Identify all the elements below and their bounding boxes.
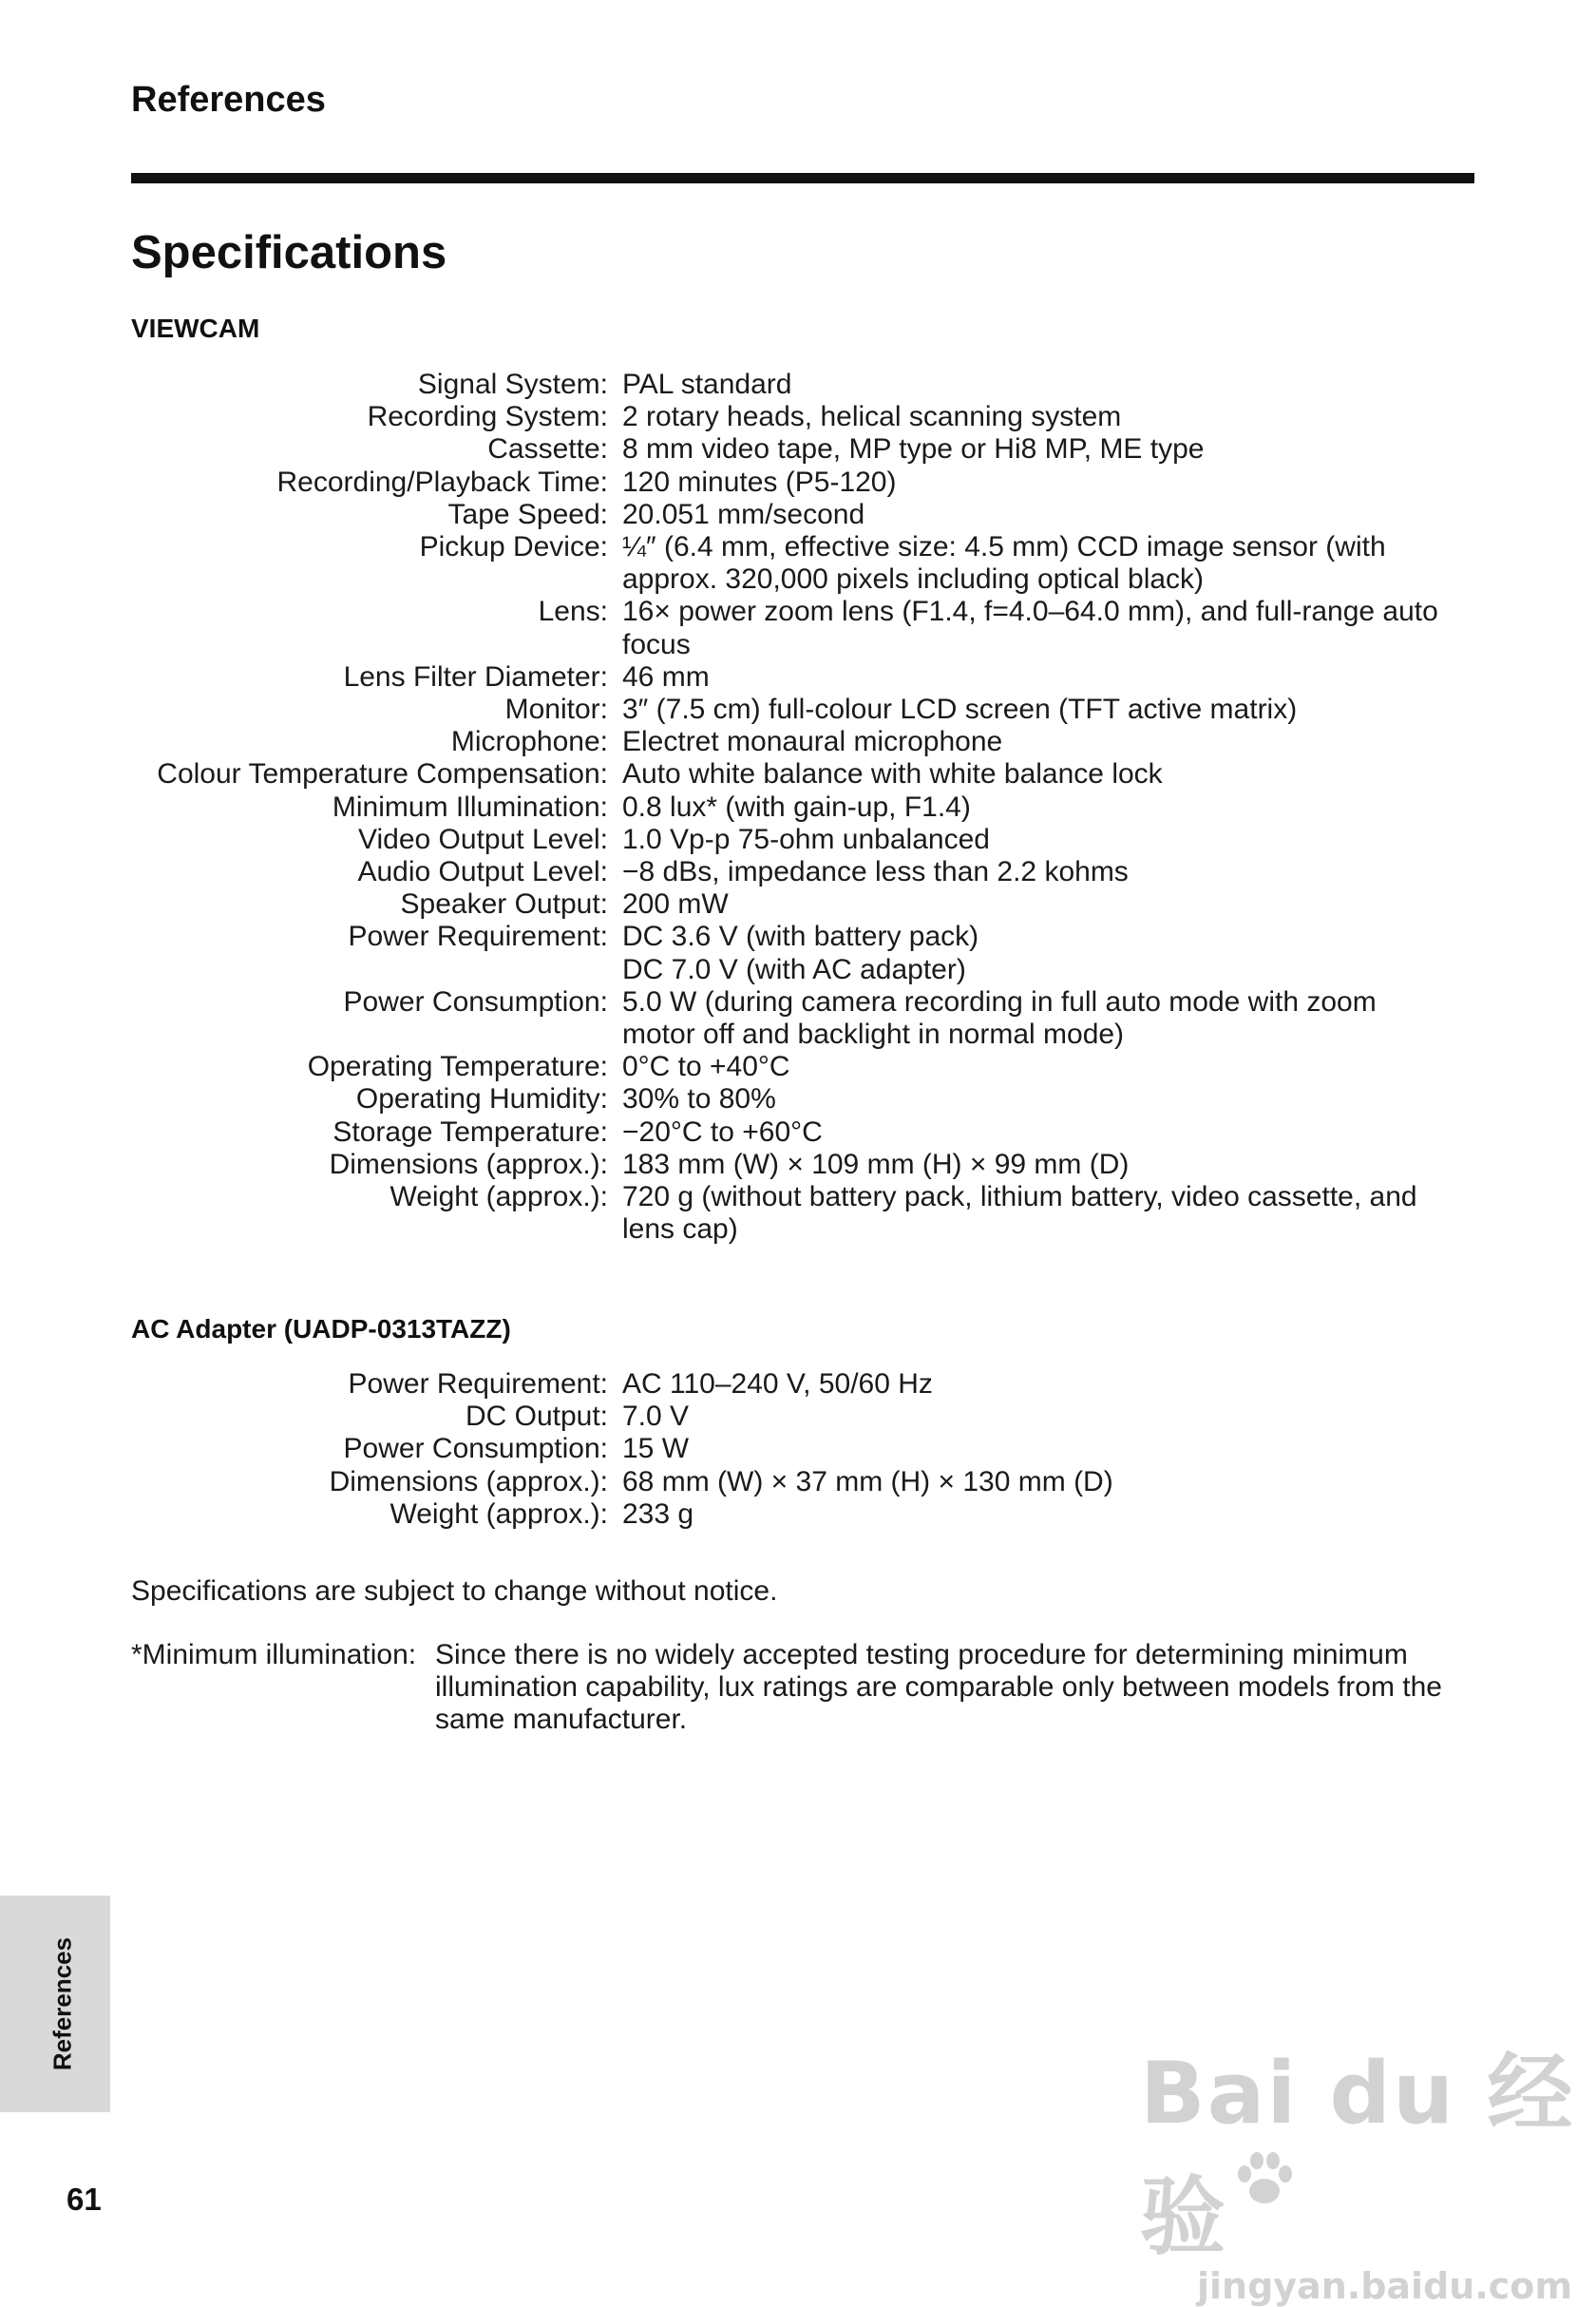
spec-label: Colour Temperature Compensation: [157, 758, 608, 791]
spec-label: Power Requirement: [348, 1368, 608, 1400]
spec-value: 3″ (7.5 cm) full-colour LCD screen (TFT active matrix) [622, 694, 1298, 726]
spec-row-adapter-dc-output [131, 1401, 1480, 1433]
watermark-logo-text: Bai du 经验 [1140, 2044, 1575, 2267]
section-header: References [131, 80, 326, 120]
spec-row-microphone [131, 726, 1480, 758]
spec-label: Storage Temperature: [332, 1115, 608, 1148]
spec-value: 20.051 mm/second [622, 498, 865, 530]
spec-label: Speaker Output: [400, 888, 608, 921]
spec-label: Video Output Level: [358, 823, 608, 855]
spec-value: Auto white balance with white balance lock [622, 758, 1163, 791]
spec-row-minimum-illumination [131, 791, 1480, 824]
spec-label: Dimensions (approx.): [329, 1148, 608, 1180]
spec-value: 7.0 V [622, 1401, 690, 1433]
spec-value: ¼″ (6.4 mm, effective size: 4.5 mm) CCD image sensor (with approx. 320,000 pixels including optical black) [622, 531, 1386, 596]
spec-row-signal-system [131, 369, 1480, 401]
spec-label: Cassette: [487, 433, 608, 466]
viewcam-heading: VIEWCAM [131, 314, 260, 343]
spec-value: Electret monaural microphone [622, 726, 1003, 758]
spec-value-line: DC 7.0 V (with AC adapter) [622, 953, 966, 985]
spec-value: 2 rotary heads, helical scanning system [622, 401, 1122, 433]
spec-value: 30% to 80% [622, 1083, 776, 1115]
spec-value: 16× power zoom lens (F1.4, f=4.0–64.0 mm), and full-range auto focus [622, 596, 1438, 660]
change-notice: Specifications are subject to change without notice. [131, 1575, 778, 1607]
spec-row-video-output-level [131, 824, 1480, 856]
spec-value: 200 mW [622, 888, 729, 921]
spec-label: Dimensions (approx.): [329, 1465, 608, 1497]
spec-label: Recording System: [367, 401, 608, 433]
spec-row-tape-speed [131, 499, 1480, 531]
adapter-heading: AC Adapter (UADP-0313TAZZ) [131, 1314, 511, 1344]
spec-label: Recording/Playback Time: [276, 466, 608, 498]
spec-row-adapter-dimensions [131, 1466, 1480, 1498]
footnote-label: *Minimum illumination: [131, 1639, 417, 1670]
spec-value: 183 mm (W) × 109 mm (H) × 99 mm (D) [622, 1148, 1130, 1180]
spec-value: 0.8 lux* (with gain-up, F1.4) [622, 791, 971, 823]
spec-row-audio-output-level [131, 856, 1480, 888]
spec-value: 46 mm [622, 660, 710, 693]
spec-value: 720 g (without battery pack, lithium battery, video cassette, and lens cap) [622, 1181, 1417, 1246]
spec-label: Tape Speed: [447, 498, 608, 530]
spec-label: Power Consumption: [343, 1433, 608, 1465]
spec-value: PAL standard [622, 369, 792, 400]
footnote-text: Since there is no widely accepted testing procedure for determining minimum illumination capability, lux ratings are comparable only between models from the same manufacturer. [435, 1639, 1442, 1736]
spec-label: Minimum Illumination: [332, 791, 608, 823]
spec-row-lens [131, 596, 1480, 660]
watermark-url: jingyan.baidu.com [1197, 2265, 1572, 2307]
spec-row-pickup-device [131, 531, 1480, 596]
spec-row-lens-filter-diameter [131, 661, 1480, 694]
spec-row-operating-temperature [131, 1051, 1480, 1083]
spec-row-adapter-weight [131, 1498, 1480, 1531]
spec-row-recording-playback-time [131, 467, 1480, 499]
spec-value: 68 mm (W) × 37 mm (H) × 130 mm (D) [622, 1465, 1113, 1497]
spec-label: Lens Filter Diameter: [343, 660, 608, 693]
spec-value: −8 dBs, impedance less than 2.2 kohms [622, 856, 1129, 888]
spec-label: Monitor: [504, 694, 608, 726]
page-title: Specifications [131, 227, 447, 278]
spec-label: Operating Humidity: [355, 1083, 608, 1115]
spec-value: 0°C to +40°C [622, 1051, 790, 1083]
spec-label: Power Consumption: [343, 985, 608, 1018]
spec-value: 120 minutes (P5-120) [622, 466, 897, 498]
header-rule [131, 173, 1474, 183]
spec-row-speaker-output [131, 888, 1480, 921]
spec-label: DC Output: [465, 1401, 608, 1433]
spec-label: Pickup Device: [419, 531, 608, 563]
spec-label: Lens: [538, 596, 608, 628]
spec-row-power-consumption [131, 986, 1480, 1051]
spec-row-adapter-power-requirement [131, 1368, 1480, 1401]
spec-value-line: DC 3.6 V (with battery pack) [622, 921, 979, 953]
spec-row-monitor [131, 694, 1480, 726]
adapter-spec-table [131, 1368, 1480, 1531]
spec-value [622, 921, 1480, 985]
spec-label: Microphone: [450, 726, 608, 758]
watermark [1140, 2024, 1596, 2307]
page-number: 61 [66, 2182, 102, 2217]
spec-label: Signal System: [417, 369, 608, 400]
spec-value: 1.0 Vp-p 75-ohm unbalanced [622, 823, 990, 855]
footnote [131, 1639, 1480, 1737]
spec-value: 5.0 W (during camera recording in full auto mode with zoom motor off and backlight in normal mode) [622, 985, 1377, 1051]
spec-value: 15 W [622, 1433, 690, 1465]
spec-row-operating-humidity [131, 1083, 1480, 1115]
spec-row-storage-temperature [131, 1116, 1480, 1149]
spec-row-weight [131, 1181, 1480, 1246]
viewcam-spec-table [131, 369, 1480, 1246]
spec-label: Audio Output Level: [357, 856, 608, 888]
spec-label: Operating Temperature: [307, 1051, 608, 1083]
spec-label: Weight (approx.): [390, 1181, 608, 1213]
spec-value: 8 mm video tape, MP type or Hi8 MP, ME type [622, 433, 1205, 466]
spec-row-recording-system [131, 401, 1480, 433]
spec-row-power-requirement [131, 921, 1480, 985]
spec-value: 233 g [622, 1497, 694, 1530]
paw-icon [1231, 2147, 1298, 2214]
spec-value: AC 110–240 V, 50/60 Hz [622, 1368, 933, 1400]
spec-label: Power Requirement: [348, 921, 608, 953]
spec-value: −20°C to +60°C [622, 1115, 823, 1148]
spec-row-adapter-power-consumption [131, 1433, 1480, 1465]
spec-row-dimensions [131, 1149, 1480, 1181]
side-tab-label: References [48, 1936, 77, 2071]
spec-row-cassette [131, 433, 1480, 466]
spec-label: Weight (approx.): [390, 1497, 608, 1530]
spec-row-colour-temperature [131, 758, 1480, 791]
